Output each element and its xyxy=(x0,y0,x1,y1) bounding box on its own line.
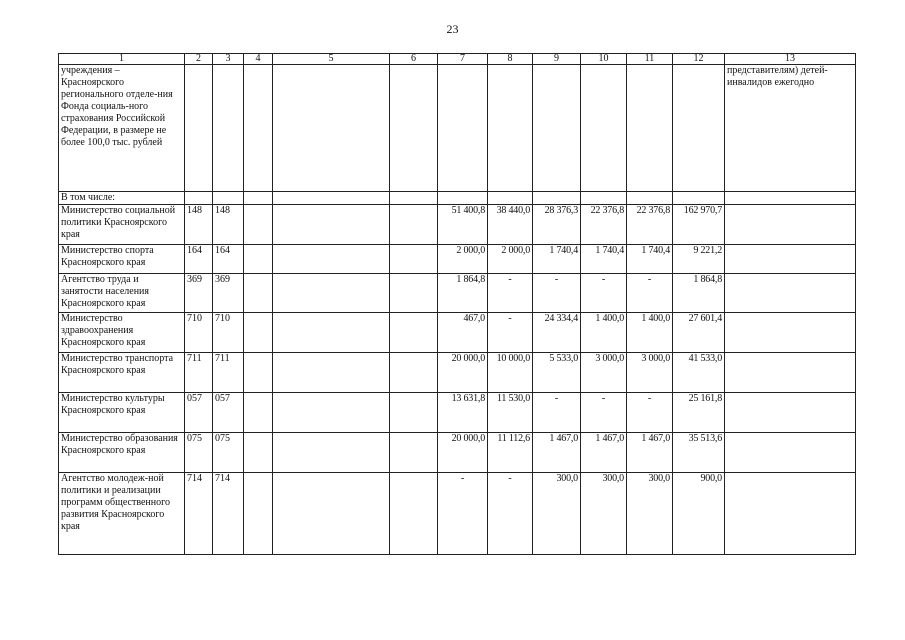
empty-cell xyxy=(273,313,390,353)
empty-cell xyxy=(273,353,390,393)
amount-cell: 3 000,0 xyxy=(627,353,673,393)
table-row xyxy=(59,313,856,353)
column-header: 12 xyxy=(673,54,725,65)
code-cell: 075 xyxy=(185,433,213,473)
budget-table xyxy=(58,53,856,555)
empty-cell xyxy=(273,393,390,433)
amount-cell: - xyxy=(627,274,673,313)
amount-cell: 2 000,0 xyxy=(438,245,488,274)
code-cell: 714 xyxy=(185,473,213,555)
empty-cell xyxy=(627,65,673,192)
code-cell: 075 xyxy=(213,433,244,473)
ministry-name: Министерство образования Красноярского края xyxy=(59,433,185,473)
amount-cell: - xyxy=(488,274,533,313)
amount-cell: 2 000,0 xyxy=(488,245,533,274)
empty-cell xyxy=(244,274,273,313)
column-header: 10 xyxy=(581,54,627,65)
amount-cell: 11 112,6 xyxy=(488,433,533,473)
code-cell: 057 xyxy=(213,393,244,433)
empty-cell xyxy=(725,433,856,473)
empty-cell xyxy=(725,393,856,433)
empty-cell xyxy=(673,65,725,192)
column-number-row xyxy=(59,54,856,65)
ministry-name: Агентство молодеж-ной политики и реализации программ общественного развития Красноярского края xyxy=(59,473,185,555)
amount-cell: - xyxy=(533,393,581,433)
amount-cell: 1 400,0 xyxy=(581,313,627,353)
table-row xyxy=(59,473,856,555)
amount-cell: 10 000,0 xyxy=(488,353,533,393)
amount-cell: 1 400,0 xyxy=(627,313,673,353)
column-header: 4 xyxy=(244,54,273,65)
empty-cell xyxy=(273,65,390,192)
total-cell: 900,0 xyxy=(673,473,725,555)
intro-note: представителям) детей-инвалидов ежегодно xyxy=(725,65,856,192)
amount-cell: 28 376,3 xyxy=(533,205,581,245)
amount-cell: 3 000,0 xyxy=(581,353,627,393)
code-cell: 710 xyxy=(213,313,244,353)
column-header: 13 xyxy=(725,54,856,65)
empty-cell xyxy=(244,245,273,274)
amount-cell: 11 530,0 xyxy=(488,393,533,433)
column-header: 7 xyxy=(438,54,488,65)
amount-cell: 51 400,8 xyxy=(438,205,488,245)
amount-cell: 20 000,0 xyxy=(438,433,488,473)
table-row xyxy=(59,245,856,274)
column-header: 11 xyxy=(627,54,673,65)
amount-cell: 300,0 xyxy=(581,473,627,555)
empty-cell xyxy=(244,205,273,245)
empty-cell xyxy=(725,353,856,393)
empty-cell xyxy=(213,65,244,192)
code-cell: 369 xyxy=(185,274,213,313)
ministry-name: Министерство спорта Красноярского края xyxy=(59,245,185,274)
amount-cell: 1 740,4 xyxy=(533,245,581,274)
empty-cell xyxy=(244,473,273,555)
amount-cell: 467,0 xyxy=(438,313,488,353)
ministry-name: Агентство труда и занятости населения Красноярского края xyxy=(59,274,185,313)
empty-cell xyxy=(725,473,856,555)
code-cell: 148 xyxy=(185,205,213,245)
empty-cell xyxy=(725,274,856,313)
empty-cell xyxy=(581,65,627,192)
amount-cell: - xyxy=(533,274,581,313)
table-row xyxy=(59,353,856,393)
empty-cell xyxy=(273,205,390,245)
amount-cell: 1 467,0 xyxy=(533,433,581,473)
empty-cell xyxy=(185,65,213,192)
amount-cell: 20 000,0 xyxy=(438,353,488,393)
empty-cell xyxy=(244,433,273,473)
amount-cell: - xyxy=(581,274,627,313)
empty-cell xyxy=(390,274,438,313)
intro-text: учреждения – Красноярского регионального отделе-ния Фонда социаль-ного страхования Российской Федерации, в размере не более 100,0 тыс. рублей xyxy=(59,65,185,192)
empty-cell xyxy=(244,65,273,192)
code-cell: 714 xyxy=(213,473,244,555)
empty-cell xyxy=(725,245,856,274)
empty-cell xyxy=(438,65,488,192)
amount-cell: - xyxy=(488,473,533,555)
empty-cell xyxy=(725,313,856,353)
amount-cell: 300,0 xyxy=(627,473,673,555)
total-cell: 9 221,2 xyxy=(673,245,725,274)
empty-cell xyxy=(244,393,273,433)
empty-cell xyxy=(390,205,438,245)
column-header: 2 xyxy=(185,54,213,65)
amount-cell: - xyxy=(581,393,627,433)
amount-cell: 1 864,8 xyxy=(438,274,488,313)
empty-cell xyxy=(390,313,438,353)
code-cell: 710 xyxy=(185,313,213,353)
code-cell: 711 xyxy=(185,353,213,393)
code-cell: 057 xyxy=(185,393,213,433)
column-header: 1 xyxy=(59,54,185,65)
subheader-label: В том числе: xyxy=(59,192,185,205)
amount-cell: 22 376,8 xyxy=(581,205,627,245)
table-row xyxy=(59,433,856,473)
table-row xyxy=(59,205,856,245)
ministry-name: Министерство здравоохранения Красноярского края xyxy=(59,313,185,353)
amount-cell: 13 631,8 xyxy=(438,393,488,433)
ministry-name: Министерство культуры Красноярского края xyxy=(59,393,185,433)
amount-cell: - xyxy=(627,393,673,433)
total-cell: 41 533,0 xyxy=(673,353,725,393)
ministry-name: Министерство социальной политики Красноярского края xyxy=(59,205,185,245)
code-cell: 148 xyxy=(213,205,244,245)
table-row xyxy=(59,393,856,433)
empty-cell xyxy=(273,245,390,274)
total-cell: 1 864,8 xyxy=(673,274,725,313)
page-number: 23 xyxy=(446,22,459,36)
column-header: 8 xyxy=(488,54,533,65)
empty-cell xyxy=(390,353,438,393)
column-header: 5 xyxy=(273,54,390,65)
amount-cell: 300,0 xyxy=(533,473,581,555)
amount-cell: 38 440,0 xyxy=(488,205,533,245)
code-cell: 164 xyxy=(213,245,244,274)
total-cell: 27 601,4 xyxy=(673,313,725,353)
amount-cell: - xyxy=(488,313,533,353)
empty-cell xyxy=(533,65,581,192)
column-header: 3 xyxy=(213,54,244,65)
empty-cell xyxy=(725,205,856,245)
empty-cell xyxy=(273,473,390,555)
empty-cell xyxy=(244,353,273,393)
amount-cell: 5 533,0 xyxy=(533,353,581,393)
amount-cell: 22 376,8 xyxy=(627,205,673,245)
subheader-row xyxy=(59,192,856,205)
amount-cell: 1 467,0 xyxy=(581,433,627,473)
amount-cell: 1 467,0 xyxy=(627,433,673,473)
intro-row xyxy=(59,65,856,192)
column-header: 6 xyxy=(390,54,438,65)
code-cell: 164 xyxy=(185,245,213,274)
code-cell: 369 xyxy=(213,274,244,313)
empty-cell xyxy=(390,65,438,192)
code-cell: 711 xyxy=(213,353,244,393)
empty-cell xyxy=(390,433,438,473)
empty-cell xyxy=(390,245,438,274)
total-cell: 162 970,7 xyxy=(673,205,725,245)
empty-cell xyxy=(273,274,390,313)
column-header: 9 xyxy=(533,54,581,65)
empty-cell xyxy=(273,433,390,473)
table-row xyxy=(59,274,856,313)
empty-cell xyxy=(488,65,533,192)
amount-cell: 1 740,4 xyxy=(581,245,627,274)
empty-cell xyxy=(390,473,438,555)
empty-cell xyxy=(244,313,273,353)
total-cell: 25 161,8 xyxy=(673,393,725,433)
empty-cell xyxy=(390,393,438,433)
ministry-name: Министерство транспорта Красноярского края xyxy=(59,353,185,393)
amount-cell: 1 740,4 xyxy=(627,245,673,274)
total-cell: 35 513,6 xyxy=(673,433,725,473)
amount-cell: 24 334,4 xyxy=(533,313,581,353)
amount-cell: - xyxy=(438,473,488,555)
